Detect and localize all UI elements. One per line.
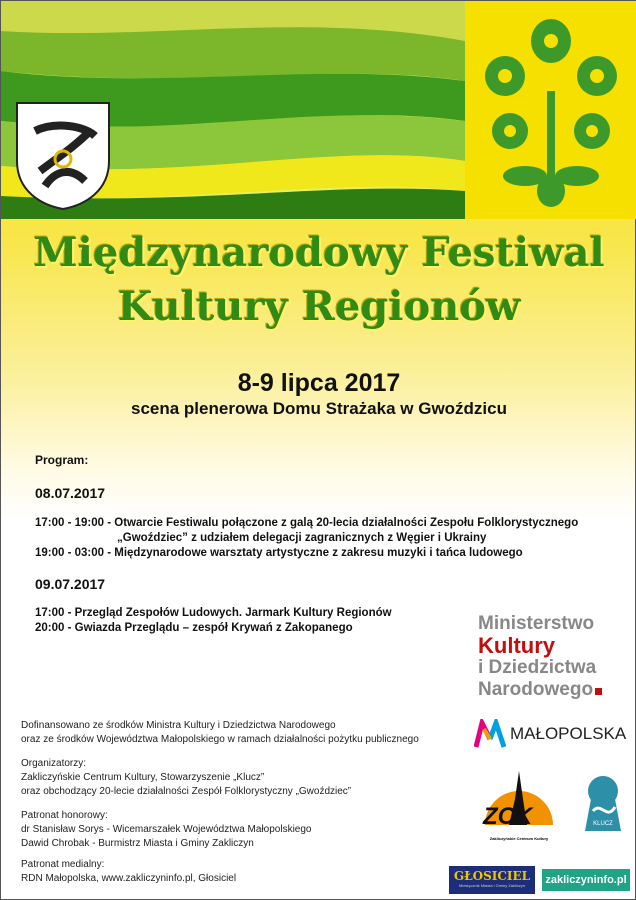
honorary-patronage-info — [21, 809, 311, 851]
logo-text: GŁOSICIEL — [453, 869, 531, 883]
festival-venue: scena plenerowa Domu Strażaka w Gwoździcu — [131, 399, 507, 418]
klucz-logo — [581, 771, 625, 841]
coat-of-arms-icon — [15, 101, 111, 211]
festival-date: 8-9 lipca 2017 — [237, 369, 401, 397]
event-item: 17:00 - 19:00 - Otwarcie Festiwalu połączone z galą 20-lecia działalności Zespołu Folklorystycznego — [35, 517, 579, 529]
funding-info — [21, 719, 419, 747]
zakliczyninfo-logo: zakliczyninfo.pl — [542, 869, 630, 891]
organizers-info — [21, 757, 351, 799]
info-line: oraz obchodzący 20-lecie działalności Zespół Folklorystyczny „Gwoździec” — [21, 786, 352, 797]
festival-title-line1: Międzynarodowy Festiwal — [33, 229, 605, 276]
ministry-logo — [478, 613, 602, 701]
day-date: 08.07.2017 — [35, 485, 106, 501]
logo-text: Zakliczyńskie Centrum Kultury — [489, 836, 549, 841]
malopolska-logo — [474, 719, 626, 749]
logo-text: i Dziedzictwa — [478, 657, 597, 678]
logo-text: Kultury — [478, 633, 555, 658]
info-line: Dawid Chrobak - Burmistrz Miasta i Gminy Zakliczyn — [21, 838, 254, 849]
event-item: „Gwoździec” z udziałem delegacji zagranicznych z Węgier i Ukrainy — [117, 532, 487, 544]
logo-text: Miesięcznik Miasta i Gminy Zakliczyn — [458, 883, 525, 888]
malopolska-m-icon — [474, 719, 506, 749]
event-item: 17:00 - Przegląd Zespołów Ludowych. Jarmark Kultury Regionów — [35, 607, 392, 619]
info-line: Patronat honorowy: — [21, 810, 108, 821]
red-square-icon — [595, 688, 602, 695]
logo-text: MAŁOPOLSKA — [510, 724, 627, 743]
day-date: 09.07.2017 — [35, 576, 106, 592]
info-line: Patronat medialny: — [21, 859, 105, 870]
info-line: dr Stanisław Sorys - Wicemarszałek Województwa Małopolskiego — [21, 824, 312, 835]
zck-logo — [479, 769, 559, 841]
media-patronage-info — [21, 858, 236, 886]
logo-text: KLUCZ — [593, 821, 613, 827]
info-line: Dofinansowano ze środków Ministra Kultury i Dziedzictwa Narodowego — [21, 720, 336, 731]
logo-text: Ministerstwo — [478, 613, 595, 634]
info-line: RDN Małopolska, www.zakliczyninfo.pl, Głosiciel — [21, 873, 237, 884]
logo-text: ZCK — [483, 803, 533, 830]
info-line: oraz ze środków Województwa Małopolskiego w ramach działalności pożytku publicznego — [21, 734, 419, 745]
folk-flower-icon — [465, 1, 636, 219]
program-events-day2 — [35, 606, 392, 636]
festival-title-line2: Kultury Regionów — [117, 283, 521, 330]
glosiciel-logo — [449, 866, 535, 894]
event-item: 19:00 - 03:00 - Międzynarodowe warsztaty artystyczne z zakresu muzyki i tańca ludowego — [35, 547, 523, 559]
logo-text: Narodowego — [478, 679, 594, 700]
info-line: Organizatorzy: — [21, 758, 87, 769]
event-item: 20:00 - Gwiazda Przeglądu – zespół Krywań z Zakopanego — [35, 622, 353, 634]
program-label: Program: — [35, 453, 89, 467]
folk-flower-panel — [465, 1, 636, 219]
program-events-day1 — [35, 516, 578, 561]
info-line: Zakliczyńskie Centrum Kultury, Stowarzyszenie „Klucz” — [21, 772, 265, 783]
